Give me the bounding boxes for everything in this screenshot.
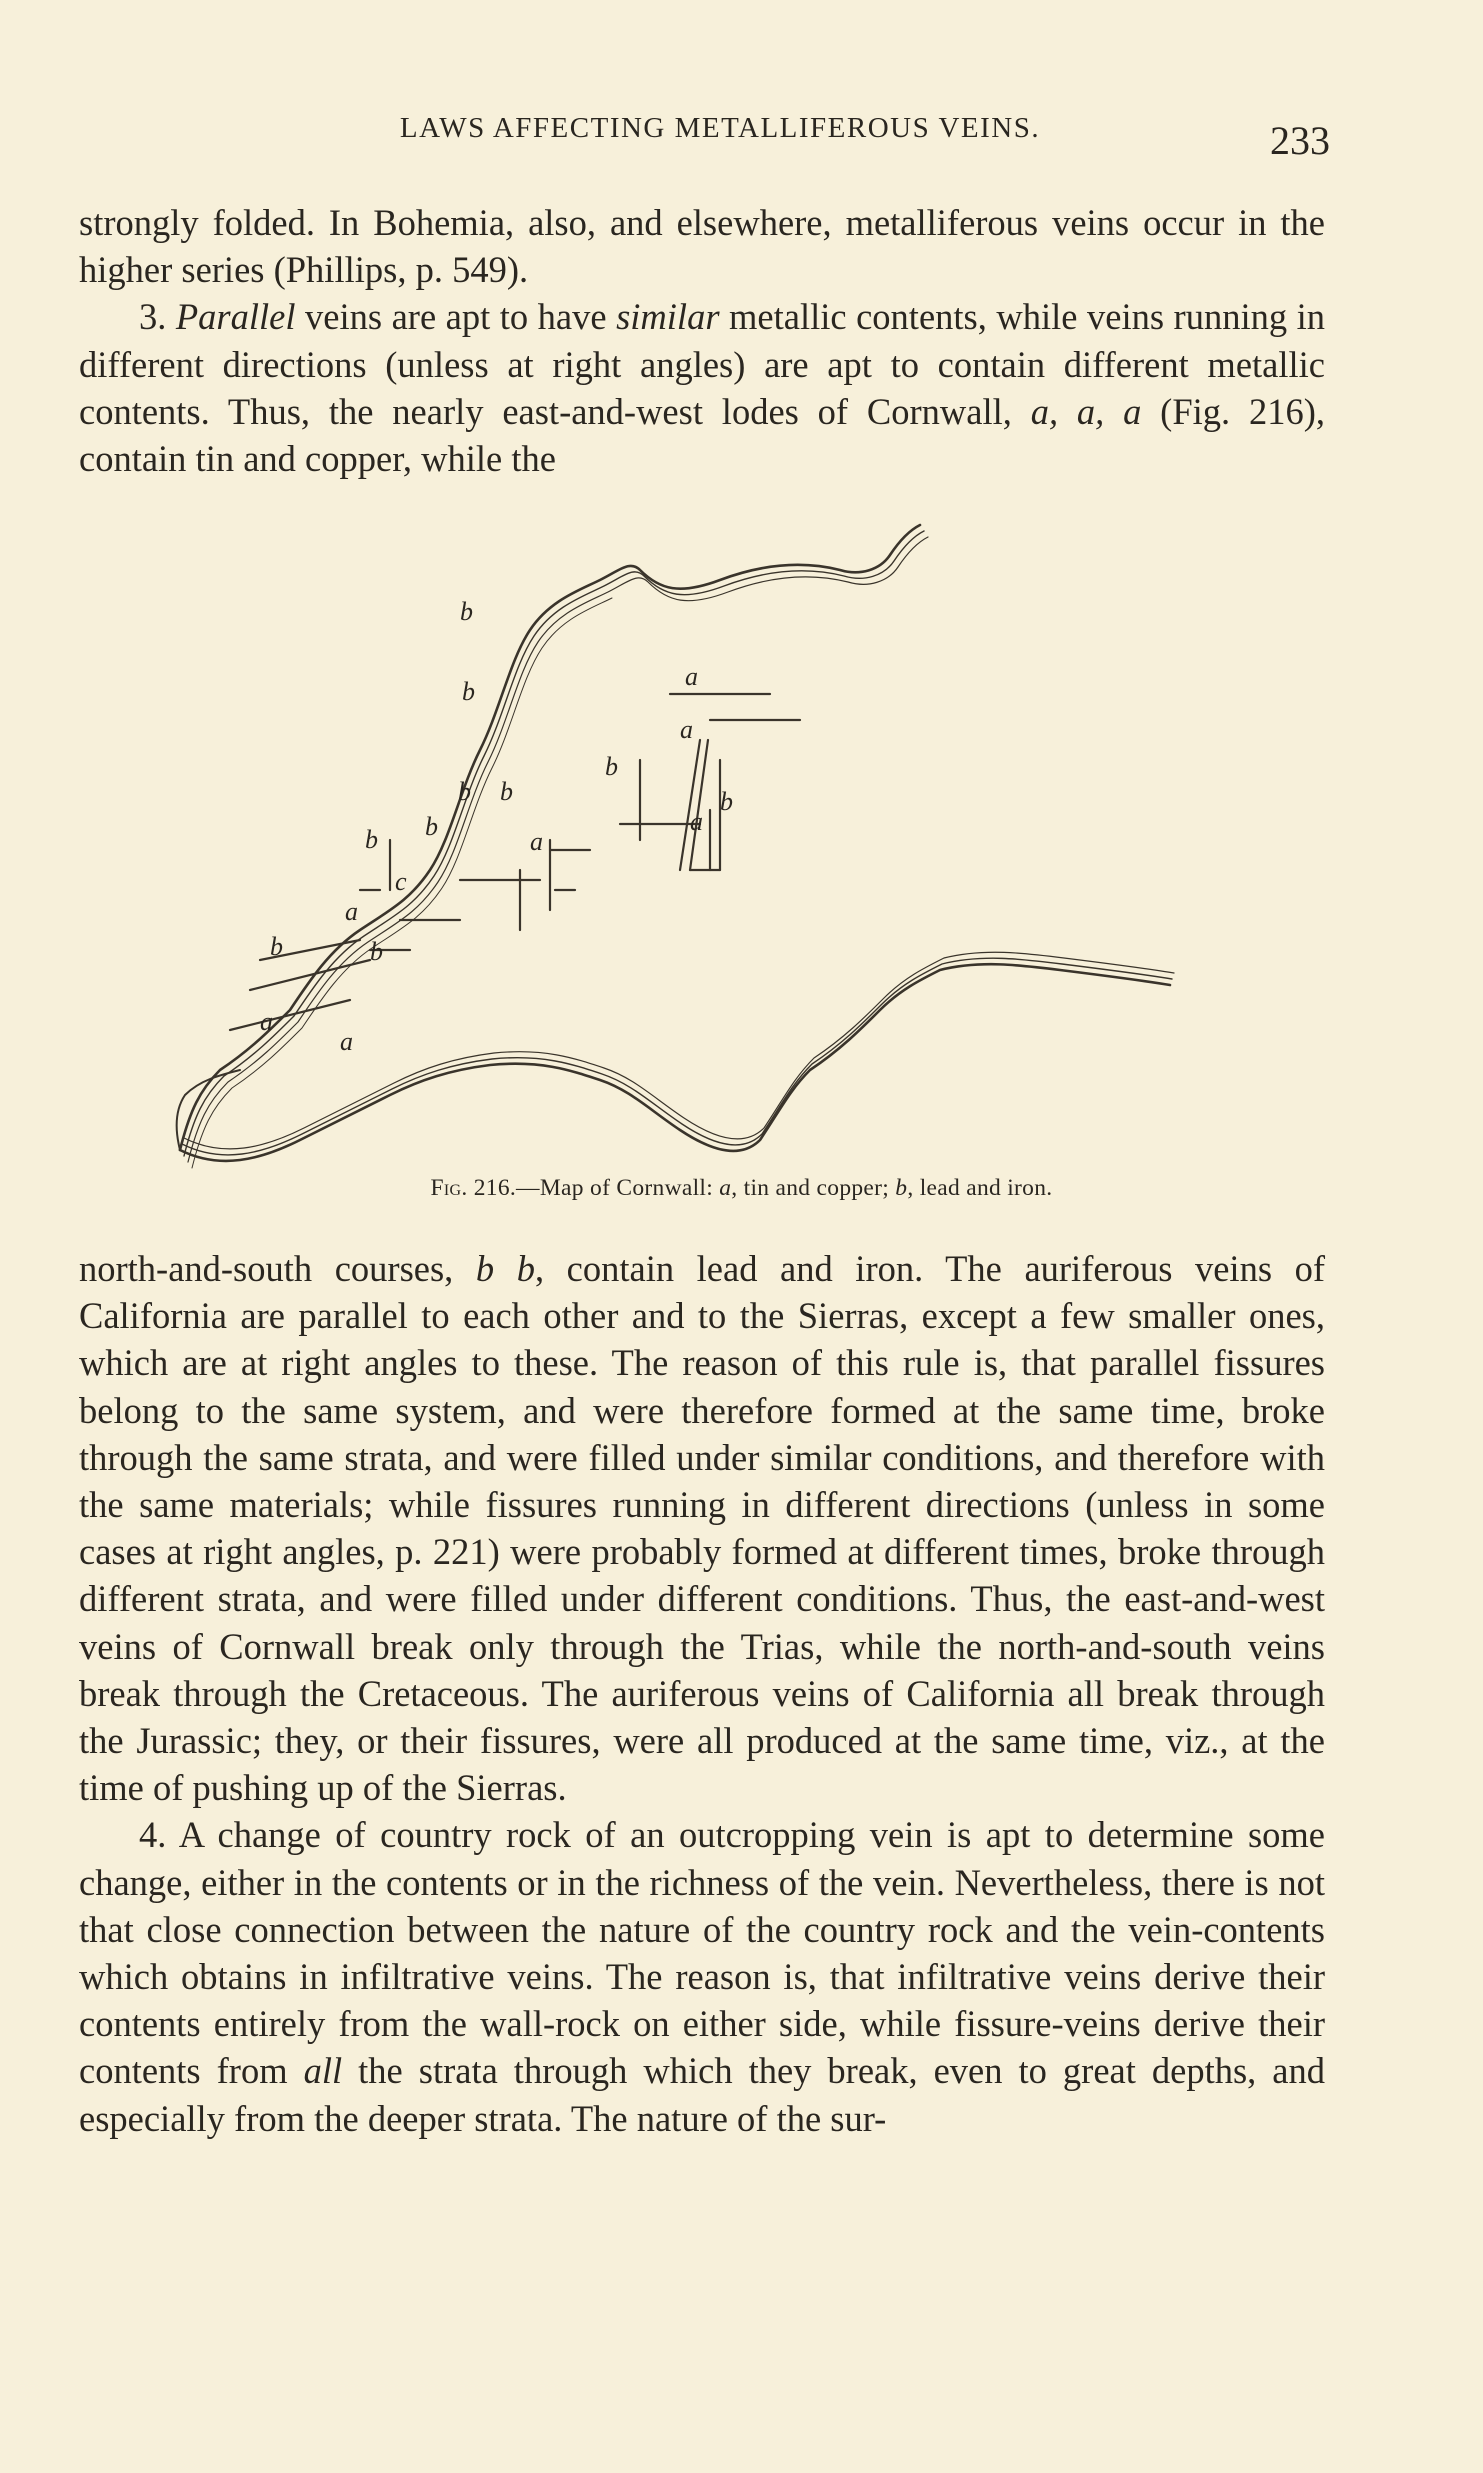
paragraph-text: the strata through which they break, even to great depths, and especially from the deeper strata. The nature of the sur- xyxy=(79,2050,1325,2139)
label-b: b xyxy=(365,825,378,854)
label-a: a xyxy=(690,807,703,836)
label-b: b xyxy=(462,677,475,706)
emphasis: similar xyxy=(616,296,720,338)
label-a: a xyxy=(260,1007,273,1036)
paragraph-text: metallic contents, while veins running in different directions (unless at right angles) are apt to contain different metallic contents. Thus, the nearly east-and-west lodes of Cornwall, xyxy=(79,296,1325,432)
caption-fig-label: Fig. xyxy=(430,1175,468,1201)
caption-text: , tin and copper; xyxy=(731,1175,896,1201)
paragraph-number: 3. xyxy=(139,296,167,338)
label-a: a xyxy=(530,827,543,856)
paragraph-country-rock xyxy=(79,1811,1325,2141)
label-b: b xyxy=(460,597,473,626)
running-head: LAWS AFFECTING METALLIFEROUS VEINS. xyxy=(399,112,1041,144)
paragraph-continued xyxy=(79,1245,1325,1811)
label-b: b xyxy=(370,937,383,966)
veins xyxy=(230,694,800,1030)
paragraph-text: strongly folded. In Bohemia, also, and elsewhere, metalliferous veins occur in the higher series (Phillips, p. 549). xyxy=(79,202,1325,291)
paragraph-parallel-veins xyxy=(79,293,1325,482)
paragraph-text: veins are apt to have xyxy=(295,296,617,338)
label-b: b xyxy=(458,777,471,806)
text-block-bottom xyxy=(79,1245,1325,2142)
cornwall-map xyxy=(160,510,1290,1170)
label-b: b xyxy=(605,752,618,781)
label-a: a xyxy=(685,662,698,691)
caption-b: b xyxy=(895,1175,908,1201)
paragraph-text: north-and-south courses, xyxy=(79,1248,476,1289)
figure-caption xyxy=(0,1175,1483,1202)
paragraph xyxy=(79,199,1325,293)
emphasis: a, a, a xyxy=(1030,390,1142,432)
label-a: a xyxy=(680,715,693,744)
caption-text: , lead and iron. xyxy=(907,1175,1053,1201)
paragraph-text: (Fig. 216), contain tin and copper, while the xyxy=(79,390,1326,480)
paragraph-text: , contain lead and iron. The auriferous veins of California are parallel to each other and to the Sierras, except a few smaller ones, which are at right angles to these. The reason of this rule is, that parallel fissures belong to the same system, and were therefore formed at the same time, broke through the same strata, and were filled under similar conditions, and therefore with the same materials; while fissures running in different directions (unless in some cases at right angles, p. 221) were probably formed at different times, broke through different strata, and were filled under different conditions. Thus, the east-and-west veins of Cornwall break only through the Trias, while the north-and-south veins break through the Cretaceous. The auriferous veins of California all break through the Jurassic; they, or their fissures, were all produced at the same time, viz., at the time of pushing up of the Sierras. xyxy=(79,1248,1326,1809)
label-b: b xyxy=(425,812,438,841)
paragraph-text: 4. A change of country rock of an outcropping vein is apt to determine some change, either in the contents or in the richness of the vein. Nevertheless, there is not that close connection between the nature of the country rock and the vein-contents which obtains in infiltrative veins. The reason is, that infiltrative veins derive their contents entirely from the wall-rock on either side, while fissure-veins derive their contents from xyxy=(79,1814,1325,2092)
page-number: 233 xyxy=(1270,118,1330,163)
cornwall-map-figure xyxy=(160,510,1290,1170)
emphasis: Parallel xyxy=(175,296,296,338)
text-block-top xyxy=(79,199,1325,482)
caption-a: a xyxy=(719,1175,732,1201)
label-b: b xyxy=(720,787,733,816)
label-a: a xyxy=(340,1027,353,1056)
emphasis: b b xyxy=(475,1248,535,1289)
emphasis: all xyxy=(303,2050,343,2092)
label-b: b xyxy=(270,932,283,961)
caption-text: 216.—Map of Cornwall: xyxy=(467,1175,720,1201)
coastline xyxy=(177,525,1174,1168)
label-c: c xyxy=(395,867,407,896)
label-a: a xyxy=(345,897,358,926)
label-b: b xyxy=(500,777,513,806)
